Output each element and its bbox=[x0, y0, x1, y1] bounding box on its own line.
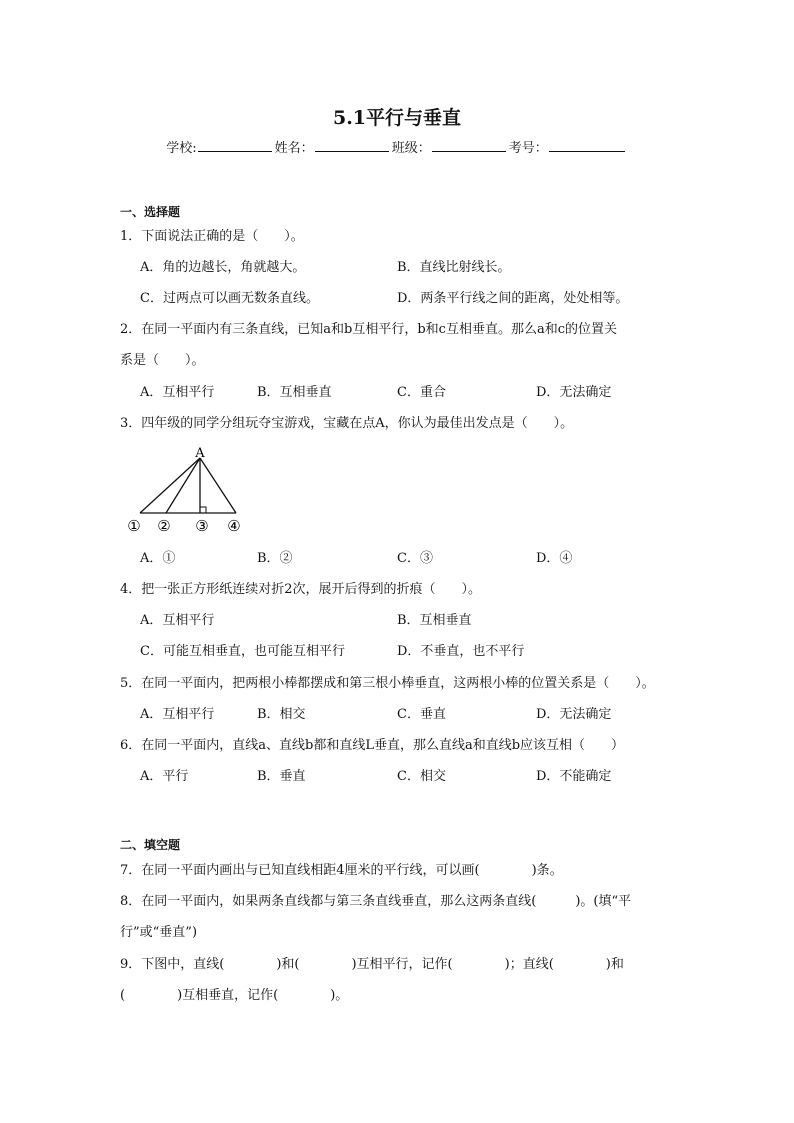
point-label-2: ② bbox=[157, 517, 171, 535]
segment-a-1 bbox=[140, 458, 200, 513]
question-9-line2: ( )互相垂直，记作( )。 bbox=[120, 988, 349, 1003]
question-6-option-b[interactable]: B．垂直 bbox=[257, 769, 306, 784]
question-2-stem-line2: 系是（ ）。 bbox=[120, 353, 205, 368]
section-heading-fill-in: 二、填空题 bbox=[120, 838, 181, 852]
question-4-option-c[interactable]: C．可能互相垂直，也可能互相平行 bbox=[140, 644, 345, 659]
question-5-option-a[interactable]: A．互相平行 bbox=[140, 707, 215, 722]
question-8-line2: 行”或“垂直”) bbox=[120, 925, 198, 940]
question-3-stem: 3．四年级的同学分组玩夺宝游戏，宝藏在点A，你认为最佳出发点是（ ）。 bbox=[120, 416, 574, 431]
apex-label: A bbox=[195, 446, 205, 461]
name-label: 姓名： bbox=[274, 141, 314, 156]
point-label-3: ③ bbox=[195, 517, 209, 535]
triangle-figure bbox=[118, 443, 248, 539]
class-label: 班级： bbox=[391, 141, 431, 156]
question-5-option-d[interactable]: D．无法确定 bbox=[536, 707, 612, 722]
question-1-option-a[interactable]: A．角的边越长，角就越大。 bbox=[140, 260, 306, 275]
question-2-stem-line1: 2．在同一平面内有三条直线，已知a和b互相平行，b和c互相垂直。那么a和c的位置关 bbox=[120, 322, 617, 337]
question-2-option-c[interactable]: C．重合 bbox=[397, 385, 446, 400]
segment-a-4 bbox=[200, 458, 236, 513]
class-blank[interactable] bbox=[432, 139, 506, 152]
question-3-option-b[interactable]: B．② bbox=[257, 551, 293, 566]
question-6-option-c[interactable]: C．相交 bbox=[397, 769, 446, 784]
point-label-1: ① bbox=[127, 517, 141, 535]
question-8-line1: 8．在同一平面内，如果两条直线都与第三条直线垂直，那么这两条直线( )。(填“平 bbox=[120, 894, 632, 909]
number-blank[interactable] bbox=[549, 139, 625, 152]
question-4-option-a[interactable]: A．互相平行 bbox=[140, 613, 215, 628]
right-angle-mark bbox=[200, 507, 206, 513]
question-9-line1: 9．下图中，直线( )和( )互相平行，记作( )；直线( )和 bbox=[120, 957, 624, 972]
question-7-stem: 7．在同一平面内画出与已知直线相距4厘米的平行线，可以画( )条。 bbox=[120, 863, 563, 878]
question-3-option-c[interactable]: C．③ bbox=[397, 551, 433, 566]
question-1-option-c[interactable]: C．过两点可以画无数条直线。 bbox=[140, 291, 319, 306]
question-5-option-c[interactable]: C．垂直 bbox=[397, 707, 446, 722]
school-blank[interactable] bbox=[198, 139, 272, 152]
question-1-option-b[interactable]: B．直线比射线长。 bbox=[397, 260, 511, 275]
school-label: 学校: bbox=[166, 141, 197, 156]
point-label-4: ④ bbox=[227, 517, 241, 535]
question-2-option-d[interactable]: D．无法确定 bbox=[536, 385, 612, 400]
question-6-option-d[interactable]: D．不能确定 bbox=[536, 769, 612, 784]
question-3-option-a[interactable]: A．① bbox=[140, 551, 176, 566]
number-label: 考号： bbox=[508, 141, 548, 156]
question-5-stem: 5．在同一平面内，把两根小棒都摆成和第三根小棒垂直，这两根小棒的位置关系是（ ）。 bbox=[120, 676, 655, 691]
segment-a-2 bbox=[166, 458, 200, 513]
question-4-stem: 4．把一张正方形纸连续对折2次，展开后得到的折痕（ ）。 bbox=[120, 582, 482, 597]
question-4-option-b[interactable]: B．互相垂直 bbox=[397, 613, 472, 628]
question-2-option-a[interactable]: A．互相平行 bbox=[140, 385, 215, 400]
section-heading-choice: 一、选择题 bbox=[120, 205, 181, 219]
question-3-option-d[interactable]: D．④ bbox=[536, 551, 573, 566]
question-6-stem: 6．在同一平面内，直线a、直线b都和直线L垂直，那么直线a和直线b应该互相（ ） bbox=[120, 738, 625, 753]
page-title: 5.1平行与垂直 bbox=[332, 107, 462, 129]
student-info-line bbox=[0, 139, 794, 158]
question-2-option-b[interactable]: B．互相垂直 bbox=[257, 385, 332, 400]
question-6-option-a[interactable]: A．平行 bbox=[140, 769, 189, 784]
question-4-option-d[interactable]: D．不垂直，也不平行 bbox=[397, 644, 525, 659]
name-blank[interactable] bbox=[315, 139, 389, 152]
question-5-option-b[interactable]: B．相交 bbox=[257, 707, 306, 722]
question-1-stem: 1．下面说法正确的是（ ）。 bbox=[120, 229, 304, 244]
question-1-option-d[interactable]: D．两条平行线之间的距离，处处相等。 bbox=[397, 291, 629, 306]
